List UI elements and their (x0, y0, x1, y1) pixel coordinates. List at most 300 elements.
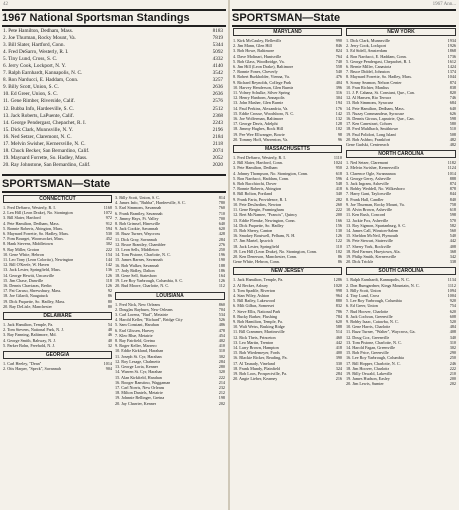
driver-name: 17. Jody Ridley, Dalton (115, 267, 155, 273)
driver-points: 188 (218, 262, 225, 268)
driver-points: 4332 (212, 56, 223, 63)
driver-name: 18. Jimmy Hughes, Rock Hill (233, 126, 284, 132)
driver-name: 3. Ed Sidell, Amsterdam (346, 48, 388, 54)
driver-points: 302 (218, 353, 225, 359)
driver-name: 8. Jack Cochran, Greenville (346, 313, 393, 319)
driver-name: 17. Sherry York, Rockville (346, 243, 391, 249)
driver-points: 198 (218, 395, 225, 401)
standings-row (3, 120, 223, 127)
standings-row (3, 49, 223, 56)
driver-name: 9. Ray Miller, Groton (3, 246, 40, 252)
driver-points: 786 (335, 308, 342, 314)
driver-name: 1. Ned Setzer, Claremont (346, 160, 389, 166)
driver-name: 8. Ray Fairfield, Gretna (115, 338, 155, 344)
driver-points: 342 (449, 253, 456, 259)
driver-points: 428 (218, 231, 225, 237)
driver-points: 548 (335, 181, 342, 187)
driver-points: 200 (449, 376, 456, 382)
driver-name: 11. Joseph St. Cyr, Harahan (115, 353, 162, 359)
driver-points: 390 (335, 355, 342, 361)
driver-name: 16. Bob Walker, Savannah (115, 262, 160, 268)
driver-points: 86 (337, 253, 342, 259)
driver-name: 17. Jim Martel, Ipswich (233, 238, 273, 244)
driver-points: 580 (449, 121, 456, 127)
driver-name: 14. Larry Brown, Hampton (233, 344, 279, 350)
driver-name: 2. Len Hill (Leon Drake), No. Stonington (3, 210, 73, 216)
driver-points: 904 (105, 366, 112, 372)
driver-name: 5. Bill Bailey, Lakewood (233, 298, 275, 304)
driver-points: 132 (335, 116, 342, 122)
driver-name: 13. Leo Martin, Trenton (233, 339, 274, 345)
standings-row (3, 141, 223, 148)
driver-points: 476 (335, 74, 342, 80)
driver-points: 964 (335, 292, 342, 298)
driver-name: 2. Jerry Cook, Lockport (346, 43, 387, 49)
driver-name: 6. Ed Greer, Union (346, 303, 378, 309)
driver-points: 2636 (212, 84, 223, 91)
driver-name: 13. John Masher, Glen Burnie (233, 100, 284, 106)
driver-name: 18. Joe Gilardi, Naugatuck (3, 293, 49, 299)
driver-name: 18. Milton Daniels, Metairie (115, 390, 163, 396)
driver-name: 3. Clarence Ogle, Swannanoa (346, 170, 396, 176)
driver-name: 10. Gene White, Hebron (3, 251, 44, 257)
driver-name: 12. Bert McNamee, "Francis", Quincy (233, 212, 298, 218)
driver-points: 1926 (447, 43, 456, 49)
driver-points: 418 (335, 186, 342, 192)
state-heading: NEW JERSEY (233, 267, 342, 275)
driver-name: 13. Leon Sells, Middleton (115, 247, 159, 253)
driver-name: 17. Al Tasnady, Vineland (233, 360, 275, 366)
driver-points: 186 (218, 267, 225, 273)
driver-points: 530 (105, 231, 112, 237)
driver-name: 15. Bob Price, Greenville (346, 350, 389, 356)
driver-name: 7. Ronnie Fones, Cheverly (233, 69, 278, 75)
driver-name: 19. Lee Roy Yarbrough, Columbia, S. C. (115, 278, 184, 284)
driver-points: 156 (335, 222, 342, 228)
driver-name: 14. Pete Hamilton, Dedham, Mass. (346, 105, 405, 111)
driver-name: 14. Tom Pistone, Charlotte, N. C. (115, 252, 171, 258)
standings-row (3, 63, 223, 70)
driver-name: 13. Jack Lester, Springfield, Mass. (3, 267, 61, 273)
driver-name: 16. Booger Ranstino, Waggaman (115, 379, 171, 385)
driver-name: 1. Dick Clark, Munnsville (346, 38, 390, 43)
driver-points: 126 (105, 272, 112, 278)
driver-name: 2. Bill Slater, Hartford, Conn. (233, 160, 283, 166)
driver-points: 912 (105, 220, 112, 226)
driver-entry (115, 401, 225, 406)
driver-name: 3. Bill Slater, Hartford (3, 215, 41, 221)
driver-points: 620 (335, 318, 342, 324)
driver-points: 1612 (447, 58, 456, 64)
driver-name: 11. Dick Gray, Savannah (115, 236, 157, 242)
driver-entry (233, 376, 342, 381)
driver-name: 12. Bill O'Keefe, W. Haven (3, 262, 49, 268)
driver-points: 1124 (447, 165, 456, 171)
driver-points: 2636 (212, 91, 223, 98)
driver-points: 514 (335, 329, 342, 335)
driver-name: 16. Blackie Ricker, Reading, Pa. (233, 355, 288, 361)
driver-name: 6. Bob Bacchiochi, Dover (233, 181, 277, 187)
driver-points: 340 (449, 334, 456, 340)
driver-name: 1. Fred Nick, New Orleans (115, 301, 161, 307)
driver-points: 534 (218, 312, 225, 318)
driver-name: 10. Buzz Turner, Waycross (115, 231, 161, 237)
driver-points: 596 (335, 175, 342, 181)
driver-points: 1182 (447, 160, 456, 166)
driver-points: 320 (218, 369, 225, 375)
driver-points: 210 (449, 370, 456, 376)
driver-points: 110 (335, 243, 342, 249)
driver-name: 15. Alan Kirkfield, Harahan (115, 374, 162, 380)
driver-points: 324 (335, 365, 342, 371)
driver-name: 19. Bob Loos, Prospectville, Pa. (233, 370, 287, 376)
driver-points: 118 (105, 277, 112, 283)
driver-points: 1736 (447, 53, 456, 59)
driver-name: 12. Roy Lesage, Chalmette (115, 358, 161, 364)
driver-points: 560 (449, 227, 456, 233)
driver-points: 4140 (212, 63, 223, 70)
driver-points: 202 (218, 400, 225, 406)
driver-name: 9. Roger Keller, Marrero (115, 343, 157, 349)
driver-name: 17. Bill Hopper, Charlotte, N. C. (346, 360, 401, 366)
driver-name: 5. Tiny Lund, Cross, S. C. (3, 56, 58, 63)
driver-name: 8. Bob Grimsel, Hinesville (115, 221, 161, 227)
driver-name: 20. Angie Lieber, Kearney (233, 376, 278, 382)
driver-points: 618 (335, 170, 342, 176)
driver-name: 6. Frank Brantley, Savannah (115, 210, 163, 216)
driver-points: 96 (337, 136, 342, 142)
driver-name: 11. J. P. Cabana, St. Constant, Que., Can. (346, 90, 415, 96)
driver-name: 2. Tom Stevens, National Park, N. J. (3, 327, 64, 333)
driver-points: 920 (449, 298, 456, 304)
driver-entry (115, 283, 225, 288)
standings-row (3, 28, 223, 35)
driver-name: 15. Nuzzy Commandeur, Syracuse (346, 110, 405, 116)
driver-points: 250 (449, 355, 456, 361)
driver-points: 598 (449, 212, 456, 218)
driver-name: 4. Harold Keller, "Richard", Bridge City (115, 317, 183, 323)
driver-name: 19. Len Hill (Leon Drake), No. Stonington, Conn. (233, 248, 317, 254)
standings-row (3, 98, 223, 105)
driver-points: 214 (218, 379, 225, 385)
right-section-title: SPORTSMAN—State (232, 12, 341, 24)
driver-name: 4. Dave Molinari, Huntsville (233, 53, 282, 59)
driver-points: 190 (218, 257, 225, 263)
driver-name: 17. Pat Caruso, Shrewsbury, Mass. (3, 288, 62, 294)
driver-name: 19. Philip Smith, Kernersville (346, 253, 397, 259)
driver-name: 2. Al Becker, Asbury (233, 282, 269, 288)
driver-points: 80 (107, 298, 112, 304)
driver-name: 20. Jim Lewis, Sumter (346, 381, 384, 387)
driver-name: 13. Bob Simmons, Syracuse (346, 100, 394, 106)
driver-name: 13. Eddie Flemke, Newington, Conn. (233, 217, 296, 223)
driver-name: 3. Ray Fanning, Baltimore, Md. (3, 332, 57, 338)
driver-name: 10. Walt Weiss, Basking Ridge (233, 324, 285, 330)
driver-points: 194 (335, 100, 342, 106)
driver-points: 570 (449, 217, 456, 223)
driver-points: 880 (335, 298, 342, 304)
driver-points: 510 (449, 126, 456, 132)
driver-name: 4. Johnny Thompson, No. Stonington, Conn. (233, 170, 309, 176)
driver-name: 5. George Pendergast, Chepachet, R. I. (346, 58, 411, 64)
driver-name: 19. James Hudson, Easley (346, 376, 390, 382)
driver-points: 452 (105, 236, 112, 242)
driver-name: 2. Melvin Swisher, Kernersville (346, 165, 400, 171)
driver-name: 12. Henry Hanborn, Annapolis (233, 95, 285, 101)
driver-points: 368 (449, 248, 456, 254)
driver-points: 410 (218, 343, 225, 349)
page-number-left: 42 (3, 2, 8, 7)
driver-name: 11. Volney Schulke, Silver Spring (233, 90, 290, 96)
standings-row (3, 35, 223, 42)
driver-name: 14. Paul Perkins, Alexandria, Va. (233, 105, 289, 111)
driver-points: 784 (335, 313, 342, 319)
driver-points: 144 (105, 257, 112, 263)
driver-name: 2. Don Bumgardner, Kings Mountain, N. C. (346, 282, 420, 288)
driver-name: 10. Eddie Kirkland, Harahan (115, 348, 164, 354)
driver-name: 9. Frank Faria, Providence, R. I. (233, 196, 287, 202)
driver-name: 16. Pete Stewart, Statesville (346, 238, 393, 244)
driver-points: 838 (449, 84, 456, 90)
driver-name: 15. Jim Chase, Danville (3, 277, 44, 283)
state-heading: MASSACHUSETTS (233, 145, 342, 153)
driver-points: 304 (335, 95, 342, 101)
driver-points: 136 (105, 267, 112, 273)
driver-name: 6. Jim Hill (Leon Drake), Baltimore (233, 64, 294, 70)
driver-name: 9. Bobby Isaac, Catawba, N. C. (346, 318, 399, 324)
driver-name: 14. Dick Paquette, So. Hadley (233, 222, 284, 228)
driver-name: 14. James Call, Winston-Salem (346, 227, 399, 233)
driver-points: 222 (218, 374, 225, 380)
driver-points: 508 (449, 131, 456, 137)
driver-name: 1. Fred DeSarro, Westerly, R. I. (233, 155, 286, 161)
driver-name: 7. Jimmy Hays, Ft. Valley (115, 215, 159, 221)
driver-name: 11. Buzz Turner, "Walter", Waycross, Ga. (346, 329, 416, 335)
driver-points: 1044 (447, 74, 456, 80)
right-page (230, 0, 459, 510)
driver-name: 3. Tom Spadile, Riverton (233, 287, 276, 293)
driver-points: 276 (218, 241, 225, 247)
driver-name: 5. Parker Bohn, Freehold, N. J. (3, 342, 56, 348)
state-heading: NEW YORK (346, 28, 456, 36)
driver-name: 1. Pete Hamilton, Dedham, Mass. (3, 28, 74, 34)
standings-list (3, 28, 223, 169)
driver-points: 764 (335, 53, 342, 59)
driver-points: 482 (449, 136, 456, 142)
driver-points: 598 (449, 116, 456, 122)
standings-row (3, 91, 223, 98)
driver-name: Gene White, Hebron, Conn. (233, 259, 280, 265)
driver-name: 15. Eddie Crouse, Woodsboro, N. C. (233, 110, 295, 116)
standings-row (3, 127, 223, 134)
driver-points: 1374 (447, 69, 456, 75)
driver-name: 11. Ken Rush, Concord (346, 212, 386, 218)
driver-points: 396 (335, 84, 342, 90)
driver-points: 1110 (333, 155, 342, 161)
state-heading: GEORGIA (3, 351, 112, 359)
driver-points: 340 (335, 191, 342, 197)
standings-row (3, 148, 223, 155)
left-column-1 (3, 195, 112, 509)
driver-name: 15. Bob Wiedemeyer, Fords (233, 350, 280, 356)
driver-points: 2243 (212, 119, 223, 126)
left-section-title: SPORTSMAN—State (2, 178, 111, 190)
driver-points: 98 (337, 131, 342, 137)
driver-name: 14. George Hewitt, Uncasville (3, 272, 54, 278)
driver-name: 12. Jackie Fox, Asheville (346, 217, 389, 223)
driver-name: 4. George Smith, Rahway, N. J. (3, 337, 56, 343)
driver-points: 3542 (212, 70, 223, 77)
driver-name: 15. James Barnes, Savannah (115, 257, 163, 263)
driver-points: 844 (449, 191, 456, 197)
driver-name: 6. Bobby Weddell, No. Wilkesboro (346, 186, 405, 192)
driver-points: 1072 (103, 210, 112, 216)
driver-name: 20. Ray Johnstone, San Bernardino, Calif. (3, 161, 91, 168)
driver-points: 280 (218, 364, 225, 370)
driver-points: 620 (218, 226, 225, 232)
driver-name: 3. Pete Hamilton, Dedham (233, 165, 278, 171)
state-heading: MARYLAND (233, 28, 342, 36)
driver-name: 7. Fom Bourget, Woonsocket, Mass. (3, 236, 64, 242)
driver-points: 758 (449, 201, 456, 207)
driver-name: 10. Harvey Henderson, Glen Burnie (233, 84, 294, 90)
driver-points: 284 (335, 370, 342, 376)
standings-row (3, 162, 223, 169)
driver-name: 7. Kleo Blue, Metairie (115, 332, 153, 338)
standings-row (3, 56, 223, 63)
driver-name: 5. Bob Glass, Woodbridge, Va. (233, 58, 285, 64)
driver-name: 7. Ronnie Roberts, Abington (233, 186, 282, 192)
driver-points: 418 (335, 344, 342, 350)
driver-points: 2196 (212, 126, 223, 133)
driver-points: 202 (449, 381, 456, 387)
driver-points: 402 (218, 338, 225, 344)
driver-points: 484 (449, 324, 456, 330)
driver-points: 2052 (212, 154, 223, 161)
driver-points: 814 (218, 195, 225, 200)
driver-name: 2. Douglas Rayburn, New Orleans (115, 306, 173, 312)
driver-points: 1014 (447, 170, 456, 176)
section-rule-bottom (2, 191, 226, 193)
driver-name: 15. Bob Sherry, Canton (233, 227, 273, 233)
driver-name: 11. Gene Rimber, Riverside, Calif. (3, 98, 75, 105)
driver-name: 1. Jack Hamilton, Temple, Pa. (3, 322, 54, 328)
driver-name: 12. Rick Theis, Princeton (233, 334, 276, 340)
driver-name: 16. Joe Wolferman, Baltimore (233, 116, 284, 122)
driver-entry (3, 304, 112, 309)
driver-points: 212 (218, 390, 225, 396)
driver-points: 1424 (447, 64, 456, 70)
driver-name: 19. Pee Wee Ellwanger, Bowie (233, 131, 285, 137)
driver-points: 1004 (447, 292, 456, 298)
driver-points: 820 (449, 90, 456, 96)
driver-name: 19. Dick Paquette, So. Hadley, Mass. (3, 298, 66, 304)
driver-name: 10. Pete DesJardins, Newton (233, 201, 282, 207)
state-heading: NORTH CAROLINA (346, 150, 456, 158)
driver-points: 176 (335, 105, 342, 111)
driver-name: 12. Bruce Brantley, Chamblee (115, 241, 166, 247)
driver-points: 126 (335, 233, 342, 239)
driver-points: 250 (218, 247, 225, 253)
driver-name: 19. Billy Oswald, Lakeville (346, 370, 393, 376)
driver-name: 19. Paul Polidori, Long Island (346, 131, 397, 137)
driver-entry (346, 142, 456, 147)
driver-points: 5344 (212, 42, 223, 49)
driver-name: 6. Milt Gilbas, Somerset (233, 303, 275, 309)
driver-name: 3. Billy Scott, Union, S. C. (115, 195, 161, 200)
driver-name: 5. Ron Narducci, Haddam, Conn. (233, 175, 290, 181)
driver-points: 216 (335, 376, 342, 382)
driver-points: 40 (107, 337, 112, 343)
driver-name: 20. Dick Trickle (346, 259, 374, 265)
driver-name: 4. Tiny Lund, Cross (346, 292, 380, 298)
driver-points: 126 (105, 283, 112, 289)
driver-name: 17. Melvin Swisher, Kernersville, N. C. (3, 140, 86, 147)
driver-name: 9. Sonny Seamon, Nelson Center (346, 79, 402, 85)
driver-name: 14. Harold Fagan, Greenville (346, 344, 395, 350)
driver-points: 102 (335, 126, 342, 132)
driver-name: 18. Fred Muhlbach, Smithtown (346, 126, 399, 132)
driver-points: 338 (449, 259, 456, 265)
driver-name: 1. Carl Heeley, "Dean" (3, 361, 42, 367)
driver-name: 15. Sheldon McNeil, Plymouth (346, 233, 399, 239)
driver-name: 20. Jay Charrier, Kenner (115, 400, 157, 406)
driver-name: 12. Al Hansen, Rio Terrace (346, 95, 392, 101)
driver-name: 12. Bubba Info, Hardeeville, S. C. (3, 105, 74, 112)
driver-name: 1. Jack Hamilton, Temple, Pa. (233, 277, 284, 283)
driver-points: 846 (335, 43, 342, 49)
driver-points: 950 (335, 165, 342, 171)
driver-name: 8. Frank Hall, Candler (346, 196, 384, 202)
driver-points: 302 (449, 344, 456, 350)
driver-points: 588 (335, 324, 342, 330)
driver-entry (346, 381, 456, 386)
driver-points: 740 (335, 58, 342, 64)
driver-name: 5. Earl Simmons, Savannah (115, 205, 162, 211)
driver-name: 3. Bob Howe, Baltimore (233, 48, 275, 54)
driver-name: 9. Bob Hamilton, Temple, Pa. (233, 318, 283, 324)
driver-name: 14. George Pendergast, Chepachet, R. I. (3, 119, 87, 126)
driver-name: 3. Bill Slater, Hartford, Conn. (3, 42, 65, 49)
standings-row (3, 155, 223, 162)
driver-points: 2368 (212, 112, 223, 119)
driver-points: 700 (218, 215, 225, 221)
driver-name: 13. Roy Sigmon, Spartanburg, S. C. (346, 222, 407, 228)
driver-points: 284 (218, 358, 225, 364)
driver-name: 16. Dennis Giroux, Laprairie, Que., Can. (346, 116, 415, 122)
driver-points: 874 (449, 79, 456, 85)
standings-row (3, 113, 223, 120)
driver-points: 400 (335, 350, 342, 356)
driver-name: 11. Leo Tony (Leon Colorito), Newington (3, 257, 74, 263)
driver-points: 122 (335, 238, 342, 244)
left-page (0, 0, 228, 510)
driver-points: 558 (335, 64, 342, 70)
driver-name: 8. Maynard Forrette, So. Hadley, Mass. (346, 74, 413, 80)
driver-name: 18. Jim Hoover, Charlotte (346, 365, 390, 371)
driver-points: 540 (335, 69, 342, 75)
driver-name: 5. Sam Constant, Harahan (115, 322, 159, 328)
driver-name: 4. James Info, "Bubba", Hardeeville, S. C. (115, 200, 186, 206)
driver-name: 7. Bruce Diddel, Johnston (346, 69, 390, 75)
driver-name: 1. Kirk McCauley, Belleville (233, 38, 282, 43)
driver-name: 5. Ronnie Roberts, Abington, Mass. (3, 225, 64, 231)
driver-name: 4. George Gerry, Asheville (346, 175, 391, 181)
driver-name: 17. Ken Canestrari, Cohoes (346, 121, 393, 127)
driver-points: 222 (449, 365, 456, 371)
driver-points: 1094 (447, 287, 456, 293)
driver-points: 1134 (447, 277, 456, 283)
